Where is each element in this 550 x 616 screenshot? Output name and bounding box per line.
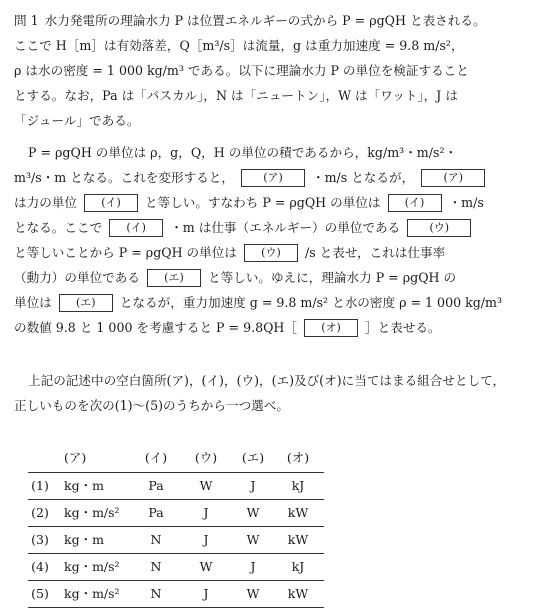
intro-line: 問 1 水力発電所の理論水力 P は位置エネルギーの式から P = ρgQH と表される。 <box>14 13 486 28</box>
body-line: となる。ここで (イ) ・m は仕事（エネルギー）の単位である (ウ) <box>14 215 538 240</box>
instruction-paragraph <box>14 368 538 418</box>
column-header: (ア) <box>64 450 87 465</box>
intro-paragraph <box>14 8 538 133</box>
intro-line: ここで H［m］は有効落差，Q［m³/s］は流量，g は重力加速度 = 9.8 m/s²， <box>14 38 464 53</box>
table-row: (3) kg・m N J W kW <box>31 532 309 547</box>
column-header: (オ) <box>286 450 310 465</box>
body-line: （動力）の単位である (エ) と等しい。ゆえに，理論水力 P = ρgQH の <box>14 270 457 285</box>
table-row: (4) kg・m/s² N W J kJ <box>31 559 305 574</box>
table-row: (1) kg・m Pa W J kJ <box>31 478 305 493</box>
blank-i: (イ) <box>109 219 163 237</box>
blank-u: (ウ) <box>407 219 471 237</box>
column-header: (エ) <box>241 450 265 465</box>
body-line: 単位は (エ) となるが，重力加速度 g = 9.8 m/s² と水の密度 ρ = 1 000 kg/m³ <box>14 295 503 310</box>
blank-e: (エ) <box>59 294 113 312</box>
table-header-row <box>28 445 324 472</box>
blank-u: (ウ) <box>244 244 298 262</box>
table-rule <box>28 607 324 608</box>
intro-line: 「ジュール」である。 <box>14 113 140 128</box>
intro-line: とする。なお，Pa は「パスカル」，N は「ニュートン」，W は「ワット」，J は <box>14 88 458 103</box>
instruction-line: 正しいものを次の(1)～(5)のうちから一つ選べ。 <box>14 398 289 413</box>
column-header: (イ) <box>144 450 168 465</box>
answer-table <box>28 445 324 607</box>
blank-i: (イ) <box>84 194 138 212</box>
body-line: の数値 9.8 と 1 000 を考慮すると P = 9.8QH［ (オ) ］と表せる。 <box>14 320 441 335</box>
body-line: と等しいことから P = ρgQH の単位は (ウ) /s と表せ，これは仕事率 <box>14 245 446 260</box>
instruction-line: 上記の記述中の空白箇所(ア)，(イ)，(ウ)，(エ)及び(オ)に当てはまる組合せとして， <box>28 373 506 388</box>
table-row: (5) kg・m/s² N J W kW <box>31 586 309 601</box>
body-paragraph <box>14 140 538 340</box>
blank-o: (オ) <box>304 319 358 337</box>
blank-i: (イ) <box>388 194 442 212</box>
question-label: 問 1 <box>14 13 39 28</box>
blank-a: (ア) <box>421 169 485 187</box>
body-line: は力の単位 (イ) と等しい。すなわち P = ρgQH の単位は (イ) ・m/s <box>14 195 484 210</box>
table-row: (2) kg・m/s² Pa J W kW <box>31 505 309 520</box>
column-header: (ウ) <box>194 450 218 465</box>
blank-e: (エ) <box>147 269 201 287</box>
body-line: m³/s・m となる。これを変形すると， (ア) ・m/s となるが， (ア) <box>14 165 538 190</box>
body-line: P = ρgQH の単位は ρ，g，Q，H の単位の積であるから，kg/m³・m/s²・ <box>28 145 458 160</box>
intro-line: ρ は水の密度 = 1 000 kg/m³ である。以下に理論水力 P の単位を検証すること <box>14 63 469 78</box>
blank-a: (ア) <box>241 169 305 187</box>
